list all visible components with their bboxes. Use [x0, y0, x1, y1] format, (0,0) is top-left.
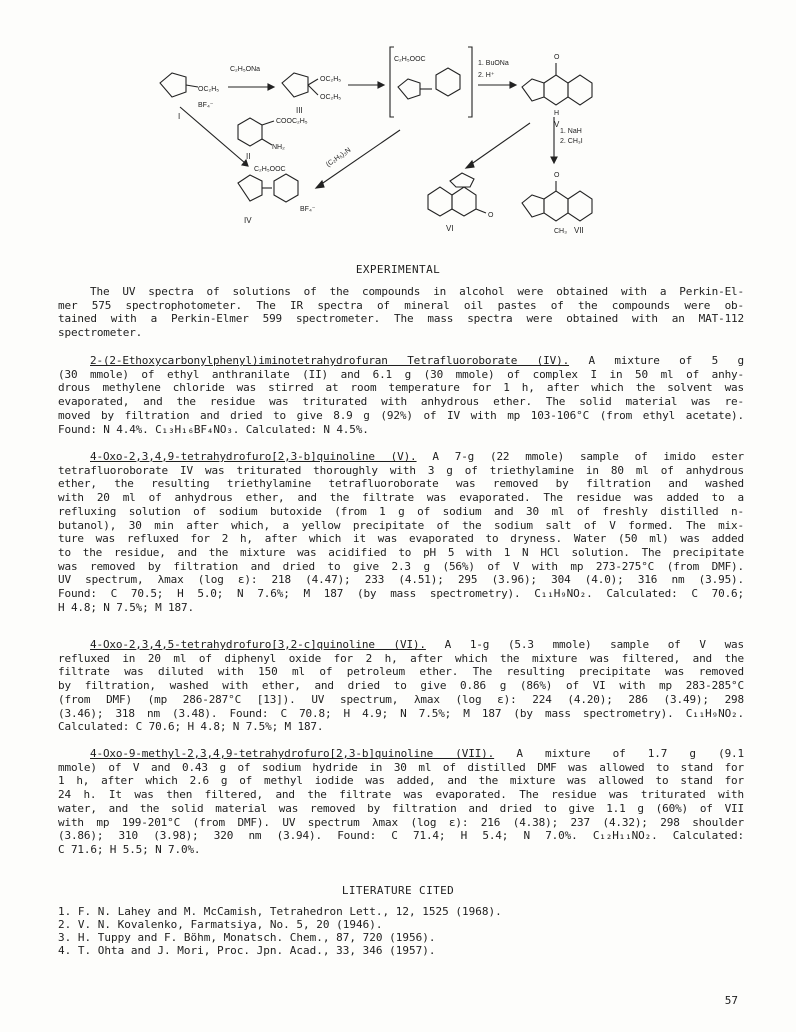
label-II: II	[246, 152, 251, 161]
paragraph-vii	[58, 747, 744, 857]
paragraph-vi-line: refluxed in 20 ml of diphenyl oxide for 2 h, after which the mixture was filtered, and the	[58, 651, 744, 665]
paragraph-v-title: 4-Oxo-2,3,4,9-tetrahydrofuro[2,3-b]quinoline (V).	[90, 450, 417, 463]
label-IV: IV	[244, 216, 252, 225]
label-V: V	[554, 120, 560, 129]
paragraph-v-line: H 4.8; N 7.5%; M 187.	[58, 600, 194, 614]
paragraph-vii-line: (3.86); 310 (3.98); 320 nm (3.94). Found: C 71.4; H 5.4; N 7.0%. C₁₂H₁₁NO₂. Calculated:	[58, 829, 744, 843]
group-ch3-VII: CH₃	[554, 228, 567, 235]
paragraph-v-line: ether, the resulting triethylamine tetrafluoroborate was removed by filtration and washed	[58, 477, 744, 491]
paragraph-vi-line: (from DMF) (mp 286-287°C [13]). UV spectrum, λmax (log ε): 224 (4.20); 286 (3.49); 298	[58, 692, 744, 706]
paragraph-v-line: A 7-g (22 mmole) sample of imido ester	[416, 450, 745, 463]
paragraph-vi-line: by filtration, washed with ether, and dried to give 0.86 g (86%) of VI with mp 283-285°C	[58, 679, 744, 693]
literature-heading: LITERATURE CITED	[341, 884, 455, 897]
paragraph-iv-line: A mixture of 5 g	[569, 354, 744, 367]
paragraph-vii-line: mmole) of V and 0.43 g of sodium hydride in 30 ml of distilled DMF was allowed to stand for	[58, 760, 744, 774]
experimental-heading: EXPERIMENTAL	[355, 263, 441, 276]
paragraph-v-line: Found: C 70.5; H 5.0; N 7.6%; M 187 (by mass spectrometry). C₁₁H₉NO₂. Calculated: C 70.6;	[58, 587, 744, 601]
intro-line: The UV spectra of solutions of the compounds in alcohol were obtained with a Perkin-El-	[90, 285, 744, 298]
paragraph-iv-title: 2-(2-Ethoxycarbonylphenyl)iminotetrahydrofuran Tetrafluoroborate (IV).	[90, 354, 570, 367]
paragraph-v-line: tetrafluoroborate IV was triturated thoroughly with 3 g of triethylamine in 80 ml of anhydrous	[58, 463, 744, 477]
group-oet-IIIb: OC₂H₅	[320, 94, 342, 101]
paragraph-v-line: was removed by filtration and dried to give 2.3 g (56%) of V with mp 273-275°C (from DMF).	[58, 559, 744, 573]
paragraph-vi	[58, 638, 744, 734]
group-bf4-IV: BF₄⁻	[300, 206, 316, 213]
atom-o-VI: O	[488, 212, 494, 219]
paragraph-iv	[58, 354, 744, 436]
reaction-scheme	[150, 35, 710, 240]
reagent-buona: 1. BuONa	[478, 60, 509, 67]
paragraph-iv-line: drous methylene chloride was stirred at room temperature for 1 h, after which the solvent was	[58, 381, 744, 395]
atom-o-V: O	[554, 54, 560, 61]
group-ester-IV: C₂H₅OOC	[254, 166, 286, 173]
paragraph-iv-line: Found: N 4.4%. C₁₃H₁₆BF₄NO₃. Calculated: N 4.5%.	[58, 422, 369, 436]
group-oet-I: OC₂H₅	[198, 86, 220, 93]
group-bf4-I: BF₄⁻	[198, 102, 214, 109]
atom-h-V: H	[554, 110, 560, 117]
paragraph-v-line: UV spectrum, λmax (log ε): 218 (4.47); 233 (4.51); 295 (3.96); 304 (4.0); 316 nm (3.95).	[58, 573, 744, 587]
paragraph-iv-line: moved by filtration and dried to give 8.9 g (92%) of IV with mp 103-106°C (from ethyl acetate).	[58, 408, 744, 422]
paragraph-vi-title: 4-Oxo-2,3,4,5-tetrahydrofuro[3,2-c]quinoline (VI).	[90, 638, 426, 651]
page-number: 57	[724, 994, 738, 1007]
paragraph-vii-line: A mixture of 1.7 g (9.1	[494, 747, 745, 760]
reference-item: 2. V. N. Kovalenko, Farmatsiya, No. 5, 20 (1946).	[58, 918, 383, 931]
paragraph-vi-line: (3.46); 318 nm (3.48). Found: C 70.8; H 4.9; N 7.5%; M 187 (by mass spectrometry). C₁₁H₉NO₂.	[58, 706, 744, 720]
intro-line: mer 575 spectrophotometer. The IR spectra of mineral oil pastes of the compounds were ob-	[58, 298, 744, 312]
paragraph-vii-title: 4-Oxo-9-methyl-2,3,4,9-tetrahydrofuro[2,3-b]quinoline (VII).	[90, 747, 495, 760]
compound-I-ring	[160, 73, 186, 97]
paragraph-vii-line: 1 h, after which 2.6 g of methyl iodide was added, and the mixture was allowed to stand for	[58, 774, 744, 788]
reagent-nah: 1. NaH	[560, 128, 582, 135]
paragraph-v-line: ture was refluxed for 2 h, after which it was evaporated to dryness. Water (50 ml) was added	[58, 532, 744, 546]
label-VII: VII	[574, 226, 584, 235]
intro-paragraph	[58, 285, 744, 340]
reference-item: 4. T. Ohta and J. Mori, Proc. Jpn. Acad., 33, 346 (1957).	[58, 944, 436, 957]
group-nh2-II: NH₂	[272, 144, 285, 151]
intro-line: spectrometer.	[58, 326, 143, 340]
paragraph-vi-line: filtrate was diluted with 150 ml of petroleum ether. The resulting precipitate was removed	[58, 665, 744, 679]
paragraph-vi-line: Calculated: C 70.6; H 4.8; N 7.5%; M 187.	[58, 720, 324, 734]
paragraph-v-line: butanol), 30 min after which, a yellow precipitate of the sodium salt of V formed. The mix-	[58, 518, 744, 532]
reference-item: 3. H. Tuppy and F. Böhm, Monatsch. Chem., 87, 720 (1956).	[58, 931, 436, 944]
reference-item: 1. F. N. Lahey and M. McCamish, Tetrahedron Lett., 12, 1525 (1968).	[58, 905, 502, 918]
group-oet-IIIa: OC₂H₅	[320, 76, 342, 83]
paragraph-vi-line: A 1-g (5.3 mmole) sample of V was	[425, 638, 744, 651]
reagent-et3n: (C₂H₅)₃N	[325, 146, 353, 169]
paragraph-v-line: refluxing solution of sodium butoxide (from 1 g of sodium and 30 ml of freshly distilled n-	[58, 504, 744, 518]
paragraph-vii-line: C 71.6; H 5.5; N 7.0%.	[58, 842, 201, 856]
group-ester-II: COOC₂H₅	[276, 118, 308, 125]
reagent-mei: 2. CH₃I	[560, 138, 583, 145]
paragraph-v	[58, 450, 744, 614]
reagent-acid: 2. H⁺	[478, 72, 495, 79]
label-VI: VI	[446, 224, 454, 233]
paragraph-v-line: with 20 ml of anhydrous ether, and the filtrate was evaporated. The residue was added to a	[58, 491, 744, 505]
paragraph-vii-line: with mp 199-201°C (from DMF). UV spectrum λmax (log ε): 216 (4.38); 237 (4.32); 298 shoulder	[58, 815, 744, 829]
paragraph-v-line: to the residue, and the mixture was acidified to pH 5 with 1 N HCl solution. The precipitate	[58, 545, 744, 559]
paragraph-vii-line: water, and the solid material was removed by filtration and dried to give 1.1 g (60%) of VII	[58, 801, 744, 815]
label-III: III	[296, 106, 303, 115]
atom-o-VII: O	[554, 172, 560, 179]
paragraph-iv-line: evaporated, and the residue was triturated with anhydrous ether. The solid material was re-	[58, 395, 744, 409]
intro-line: tained with a Perkin-Elmer 599 spectrometer. The mass spectra were obtained with an MAT-112	[58, 312, 744, 326]
group-ester-bracket: C₂H₅OOC	[394, 56, 426, 63]
paragraph-vii-line: 24 h. It was then filtered, and the filtrate was evaporated. The residue was triturated with	[58, 788, 744, 802]
reagent-naoet: C₂H₅ONa	[230, 66, 261, 73]
label-I: I	[178, 112, 181, 121]
reference-list	[58, 905, 744, 957]
paragraph-iv-line: (30 mmole) of ethyl anthranilate (II) and 6.1 g (30 mmole) of complex I in 50 ml of anhy-	[58, 367, 744, 381]
